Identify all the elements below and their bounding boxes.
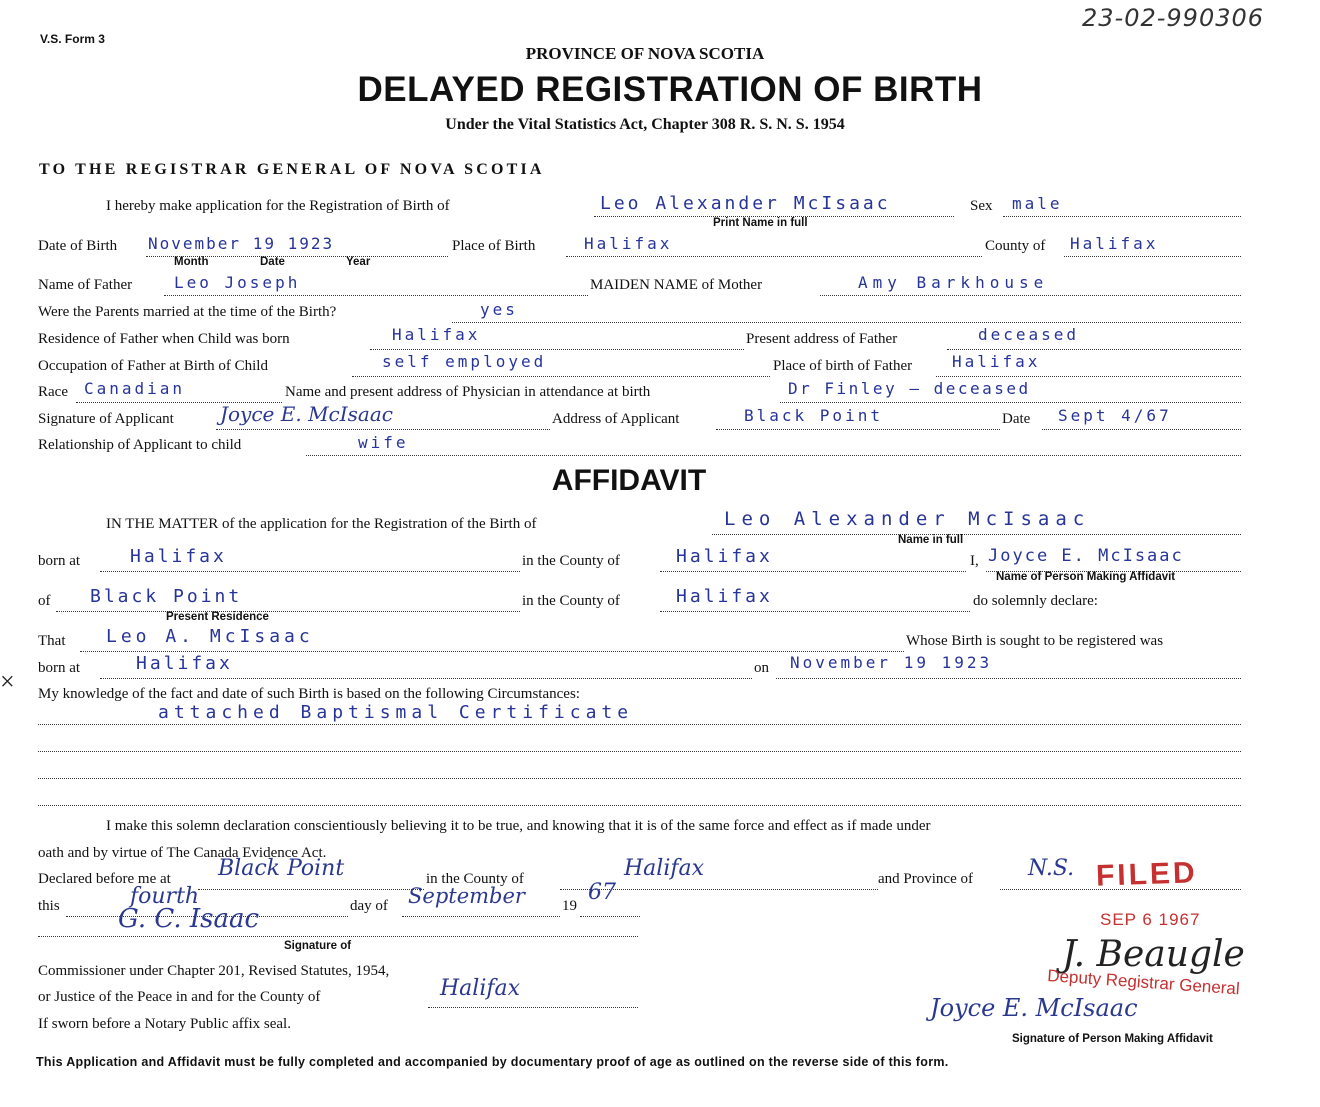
- circumstances-line-2: [38, 751, 1241, 752]
- married-value: yes: [480, 300, 518, 319]
- applicant-address-value: Black Point: [744, 406, 883, 425]
- county-of-2-label: in the County of: [522, 593, 620, 609]
- mother-name-label: MAIDEN NAME of Mother: [590, 277, 763, 293]
- commissioner-line-2: or Justice of the Peace in and for the County of: [38, 989, 321, 1005]
- deputy-registrar-title: Deputy Registrar General: [1046, 966, 1241, 999]
- province-heading: PROVINCE OF NOVA SCOTIA: [525, 44, 765, 63]
- year-prefix: 19: [562, 898, 577, 914]
- declared-county-value: Halifax: [624, 856, 705, 881]
- dob-value: November 19 1923: [148, 234, 335, 253]
- name-caption: Print Name in full: [713, 217, 808, 229]
- declared-county-label: in the County of: [426, 871, 524, 887]
- knowledge-label: My knowledge of the fact and date of such Birth is based on the following Circumstances:: [38, 686, 580, 702]
- form-title: DELAYED REGISTRATION OF BIRTH: [357, 70, 983, 109]
- year-value: 67: [588, 880, 616, 905]
- dob-date-caption: Date: [260, 256, 285, 268]
- applicant-signature: Joyce E. McIsaac: [220, 402, 393, 426]
- of-label: of: [38, 593, 51, 609]
- month-value: September: [408, 884, 525, 908]
- that-label: That: [38, 633, 66, 649]
- matter-name-caption: Name in full: [898, 534, 964, 546]
- father-present-address-label: Present address of Father: [746, 331, 898, 347]
- sex-value: male: [1012, 194, 1063, 213]
- day-of-label: day of: [350, 898, 388, 914]
- father-name-value: Leo Joseph: [174, 273, 301, 292]
- married-label: Were the Parents married at the time of the Birth?: [38, 304, 337, 320]
- commissioner-county-value: Halifax: [440, 976, 521, 1001]
- commissioner-signature: G. C. Isaac: [118, 904, 260, 934]
- file-number: 23-02-990306: [1082, 4, 1265, 32]
- race-value: Canadian: [84, 379, 186, 398]
- affiant-signature-caption: Signature of Person Making Affidavit: [1012, 1033, 1213, 1045]
- father-residence-label: Residence of Father when Child was born: [38, 331, 290, 347]
- applicant-address-label: Address of Applicant: [552, 411, 680, 427]
- declaration-line-2: oath and by virtue of The Canada Evidence Act.: [38, 845, 327, 861]
- father-name-label: Name of Father: [38, 277, 133, 293]
- application-intro: I hereby make application for the Registration of Birth of: [106, 198, 450, 214]
- born-at-2-value: Halifax: [136, 653, 233, 674]
- day-value: fourth: [130, 884, 200, 909]
- province-label: and Province of: [878, 871, 973, 887]
- born-at-value: Halifax: [130, 546, 227, 567]
- application-date-label: Date: [1002, 411, 1031, 427]
- father-occupation-label: Occupation of Father at Birth of Child: [38, 358, 268, 374]
- residence-value: Black Point: [90, 586, 243, 607]
- province-value: N.S.: [1028, 856, 1075, 881]
- county-of-value: Halifax: [676, 546, 773, 567]
- child-name-value: Leo Alexander McIsaac: [600, 193, 891, 214]
- application-date-value: Sept 4/67: [1058, 406, 1172, 425]
- relationship-value: wife: [358, 433, 409, 452]
- dob-year-caption: Year: [346, 256, 371, 268]
- declared-at-value: Black Point: [218, 856, 345, 881]
- circumstances-value: attached Baptismal Certificate: [158, 702, 634, 723]
- father-pob-label: Place of birth of Father: [773, 358, 913, 374]
- father-occupation-value: self employed: [382, 352, 547, 371]
- born-at-2-label: born at: [38, 660, 81, 676]
- affiant-signature: Joyce E. McIsaac: [930, 994, 1138, 1022]
- declaration-line-1: I make this solemn declaration conscientiously believing it to be true, and knowing that it is of the same force and effect as if made under: [106, 818, 931, 834]
- notary-line: If sworn before a Notary Public affix seal.: [38, 1016, 291, 1032]
- circumstances-line-3: [38, 778, 1241, 779]
- declare-label: do solemnly declare:: [973, 593, 1098, 609]
- county-label: County of: [985, 238, 1046, 254]
- father-residence-value: Halifax: [392, 325, 481, 344]
- physician-value: Dr Finley — deceased: [788, 379, 1031, 398]
- mother-name-value: Amy Barkhouse: [858, 273, 1049, 292]
- physician-label: Name and present address of Physician in attendance at birth: [285, 384, 651, 400]
- whose-birth-label: Whose Birth is sought to be registered was: [906, 633, 1164, 649]
- commissioner-line-1: Commissioner under Chapter 201, Revised Statutes, 1954,: [38, 963, 390, 979]
- addressee-line: TO THE REGISTRAR GENERAL OF NOVA SCOTIA: [39, 161, 545, 178]
- deputy-registrar-signature: J. Beaugle: [1062, 934, 1245, 975]
- this-label: this: [38, 898, 60, 914]
- father-present-address-value: deceased: [978, 325, 1080, 344]
- county-of-2-value: Halifax: [676, 586, 773, 607]
- on-label: on: [754, 660, 769, 676]
- pob-label: Place of Birth: [452, 238, 536, 254]
- form-number: V.S. Form 3: [40, 32, 105, 46]
- circumstances-line-4: [38, 805, 1241, 806]
- born-at-label: born at: [38, 553, 81, 569]
- that-value: Leo A. McIsaac: [106, 626, 314, 647]
- matter-label: IN THE MATTER of the application for the Registration of the Birth of: [106, 516, 537, 532]
- form-subtitle: Under the Vital Statistics Act, Chapter 308 R. S. N. S. 1954: [445, 116, 845, 133]
- stamp-date: SEP 6 1967: [1100, 910, 1201, 929]
- matter-name-value: Leo Alexander McIsaac: [724, 508, 1091, 530]
- race-label: Race: [38, 384, 68, 400]
- footer-note: This Application and Affidavit must be fully completed and accompanied by documentary proof of age as outlined on the reverse side of this form.: [36, 1055, 949, 1069]
- dob-label: Date of Birth: [38, 238, 118, 254]
- pob-value: Halifax: [584, 234, 673, 253]
- dob-month-caption: Month: [174, 256, 209, 268]
- affiant-name-value: Joyce E. McIsaac: [988, 546, 1184, 566]
- signature-of-caption: Signature of: [284, 940, 352, 952]
- filed-stamp: FILED: [1095, 856, 1199, 893]
- i-label: I,: [970, 553, 979, 569]
- father-pob-value: Halifax: [952, 352, 1041, 371]
- margin-x-mark: ×: [0, 667, 15, 696]
- declared-before-label: Declared before me at: [38, 871, 171, 887]
- county-of-label: in the County of: [522, 553, 620, 569]
- affiant-name-caption: Name of Person Making Affidavit: [996, 571, 1176, 583]
- on-date-value: November 19 1923: [790, 653, 993, 672]
- applicant-signature-label: Signature of Applicant: [38, 411, 174, 427]
- sex-label: Sex: [970, 198, 993, 214]
- county-value: Halifax: [1070, 234, 1159, 253]
- residence-caption: Present Residence: [166, 611, 269, 623]
- relationship-label: Relationship of Applicant to child: [38, 437, 242, 453]
- affidavit-heading: AFFIDAVIT: [551, 464, 707, 497]
